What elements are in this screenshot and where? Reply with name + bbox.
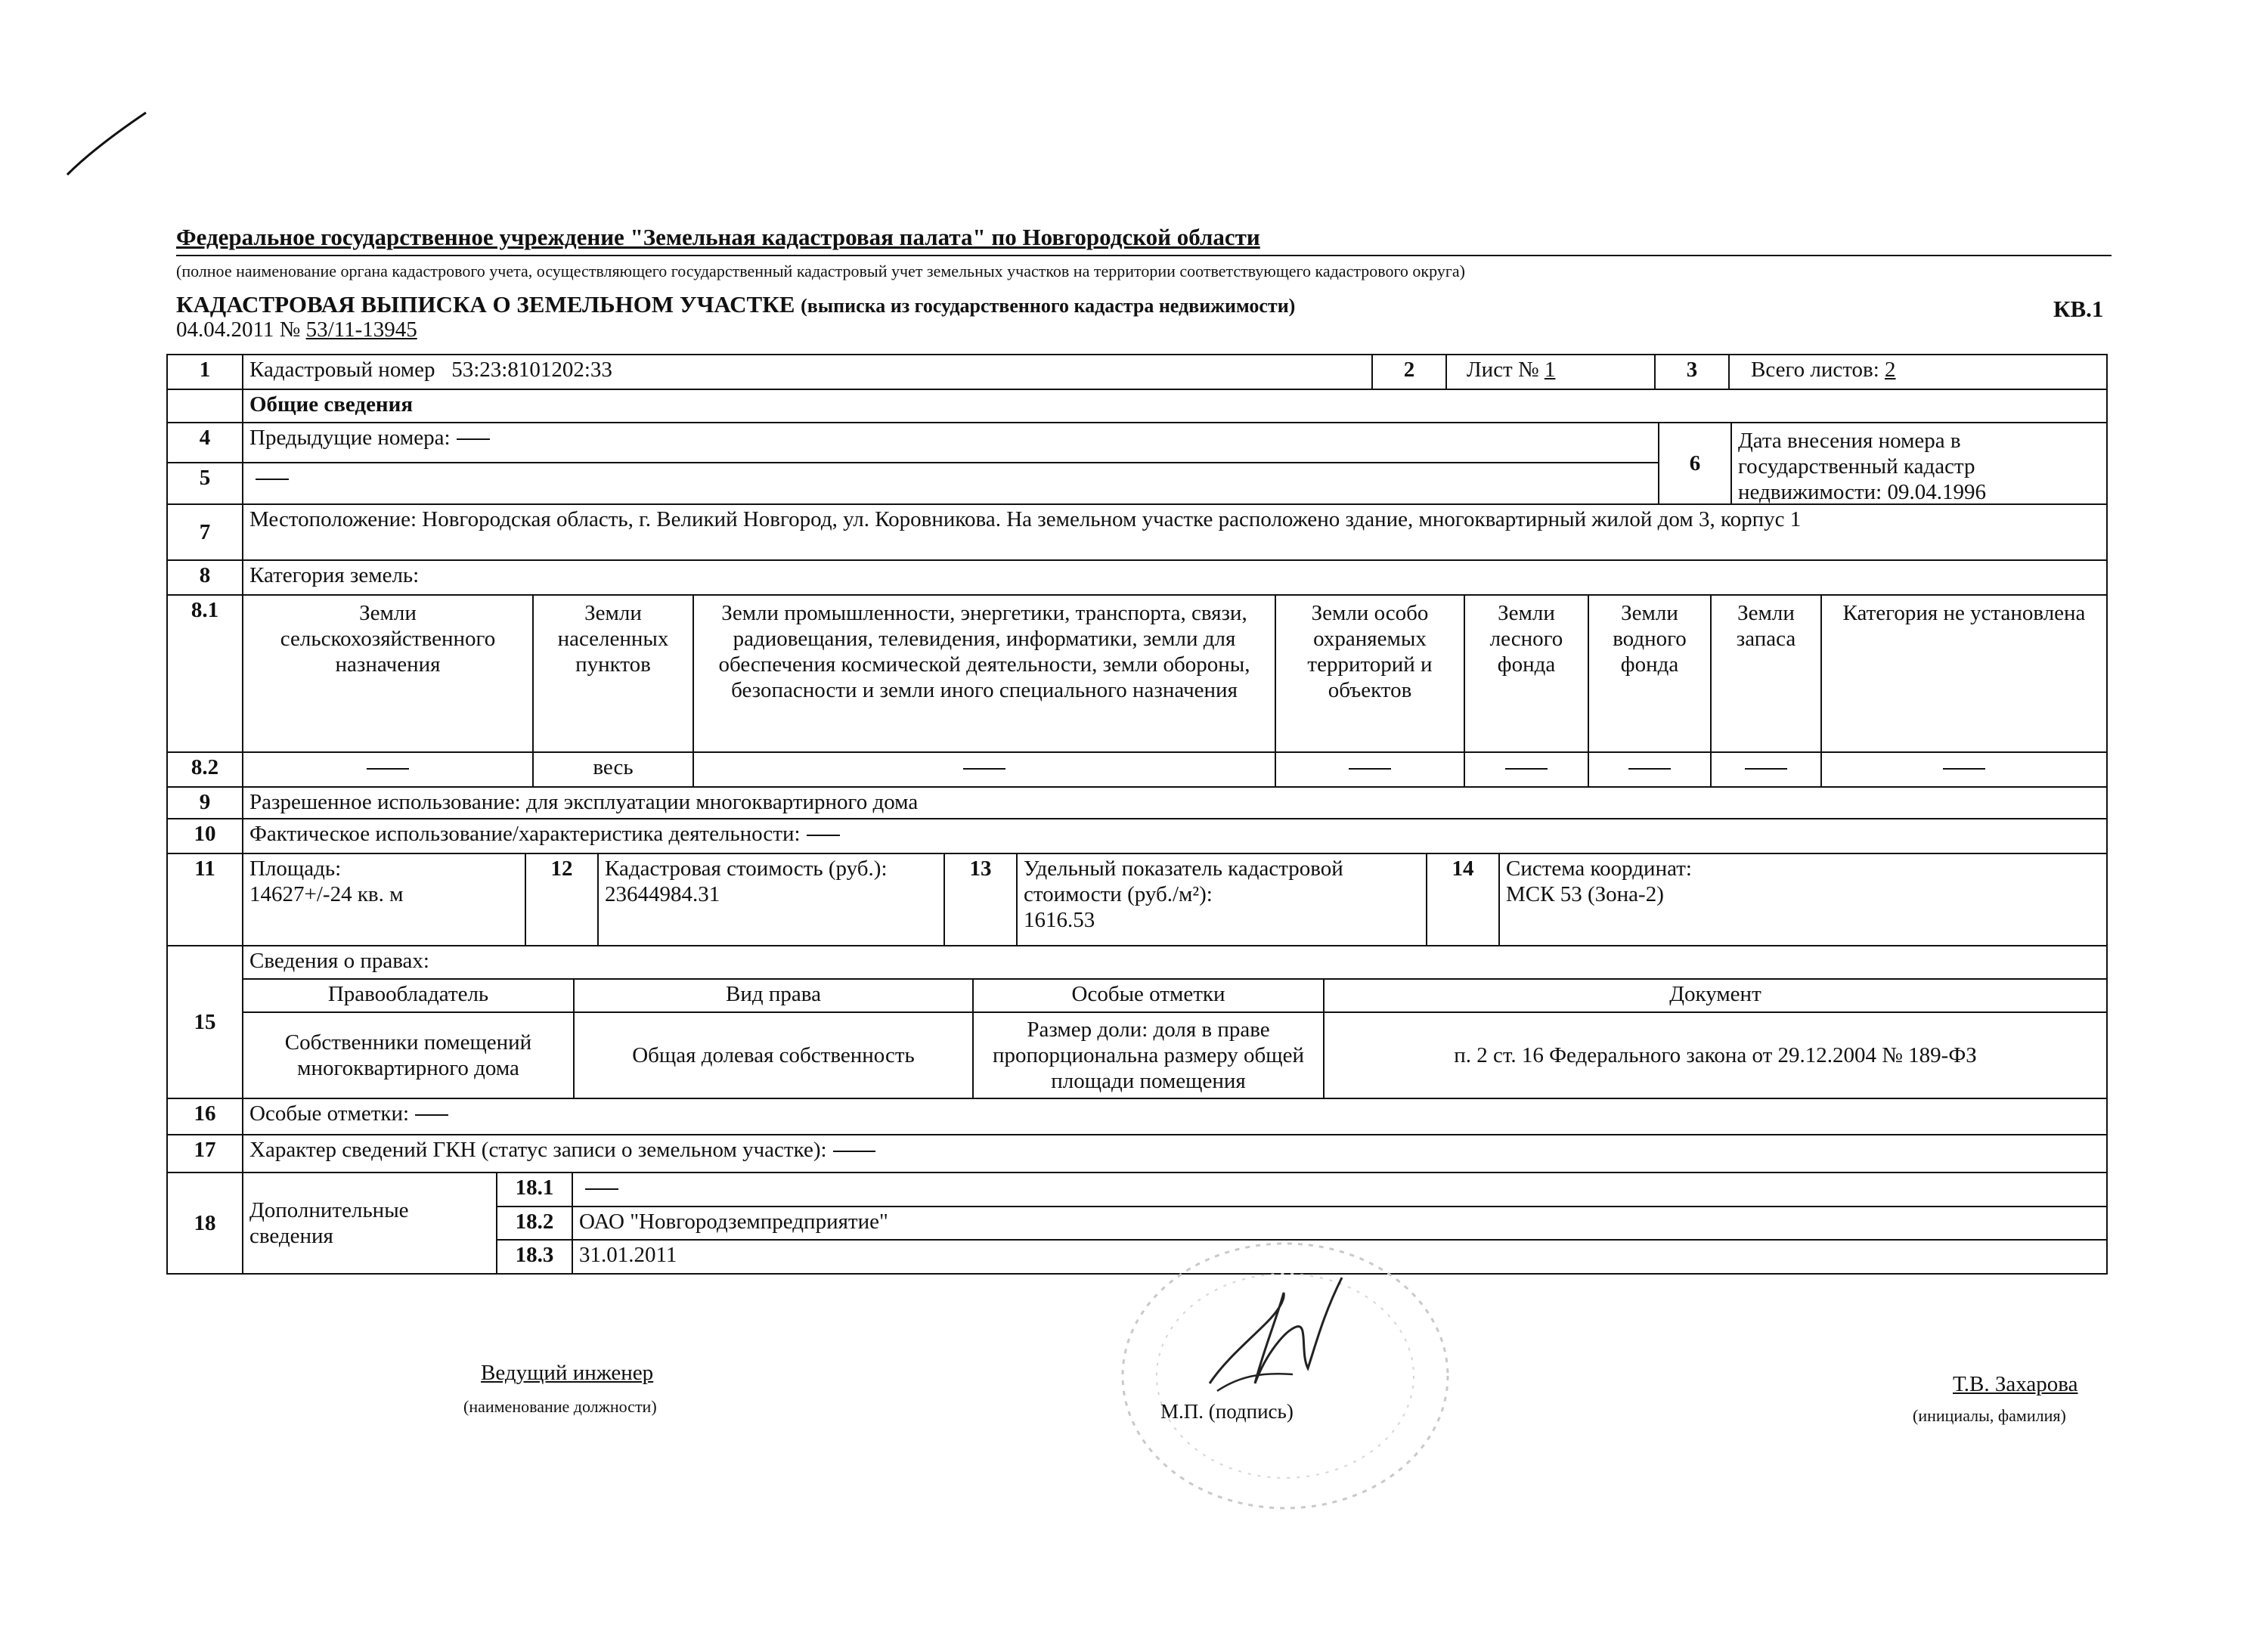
specific-value-label: Удельный показатель кадастровой стоимости (руб./м²): bbox=[1024, 857, 1343, 906]
cadastral-number-value: 53:23:8101202:33 bbox=[451, 358, 612, 382]
table-row bbox=[168, 389, 2106, 422]
table-row bbox=[168, 1134, 2106, 1172]
empty-dash bbox=[367, 768, 409, 770]
signature-icon bbox=[1194, 1270, 1353, 1414]
total-sheets-label: Всего листов: bbox=[1751, 358, 1879, 382]
cadastral-value-cell bbox=[597, 854, 943, 945]
table-row bbox=[168, 853, 2106, 945]
rights-header-notes: Особые отметки bbox=[972, 980, 1323, 1011]
table-row bbox=[168, 355, 2106, 389]
form-code: КВ.1 bbox=[2053, 296, 2104, 322]
record-status-label: Характер сведений ГКН (статус записи о земельном участке): bbox=[249, 1138, 827, 1162]
empty-dash bbox=[585, 1188, 618, 1190]
empty-dash bbox=[963, 768, 1005, 770]
row-number: 8.1 bbox=[191, 598, 219, 622]
empty-dash bbox=[807, 835, 840, 836]
row-number: 12 bbox=[525, 854, 597, 945]
rights-header-type: Вид права bbox=[573, 980, 972, 1011]
table-row bbox=[168, 423, 1658, 462]
rights-header-holder: Правообладатель bbox=[327, 982, 489, 1006]
row-5-value bbox=[242, 463, 1658, 503]
actual-use-label: Фактическое использование/характеристика деятельности: bbox=[249, 822, 801, 846]
row-number: 14 bbox=[1426, 854, 1498, 945]
rights-holder-value: Собственники помещений многоквартирного дома bbox=[284, 1030, 532, 1080]
document-title-sub: (выписка из государственного кадастра недвижимости) bbox=[801, 295, 1296, 317]
category-agricultural: Земли сельскохозяйственного назначения bbox=[242, 596, 532, 751]
coordinate-system-label: Система координат: bbox=[1506, 857, 1692, 881]
table-row bbox=[168, 945, 2106, 1098]
empty-dash bbox=[415, 1114, 448, 1116]
special-notes-cell bbox=[242, 1099, 2106, 1134]
specific-value-cell bbox=[1016, 854, 1426, 945]
rights-value-row bbox=[243, 1011, 2106, 1098]
coordinate-system-cell bbox=[1498, 854, 2106, 945]
empty-dash bbox=[457, 438, 490, 440]
cadastral-number-cell bbox=[242, 355, 1371, 389]
sheet-number-value: 1 bbox=[1544, 358, 1556, 382]
previous-numbers-cell bbox=[242, 423, 1658, 462]
row-number: 3 bbox=[1654, 355, 1728, 389]
area-value: 14627+/-24 кв. м bbox=[249, 882, 404, 906]
row-number: 16 bbox=[194, 1101, 216, 1126]
row-number: 8.2 bbox=[191, 755, 219, 779]
category-industry: Земли промышленности, энергетики, транспорта, связи, радиовещания, телевидения, информатики, земли для обеспечения космической деятельности, земли обороны, безопасности и земли иного специального назначения bbox=[692, 596, 1275, 751]
empty-dash bbox=[1628, 768, 1671, 770]
table-row bbox=[168, 462, 1658, 503]
sheet-number-label: Лист № bbox=[1467, 358, 1539, 382]
table-row bbox=[168, 503, 2106, 559]
row-number: 18.2 bbox=[515, 1209, 554, 1234]
organization-name: Федеральное государственное учреждение "Земельная кадастровая палата" по Новгородской области bbox=[176, 224, 1260, 250]
cadastral-value-amount: 23644984.31 bbox=[605, 882, 720, 906]
previous-numbers-label: Предыдущие номера: bbox=[249, 426, 451, 450]
category-value-reserve bbox=[1710, 753, 1820, 786]
additional-info-label: Дополнительные сведения bbox=[242, 1173, 496, 1273]
row-number: 9 bbox=[199, 790, 211, 814]
area-label: Площадь: bbox=[249, 857, 342, 881]
category-settlements: Земли населенных пунктов bbox=[532, 596, 692, 751]
category-protected: Земли особо охраняемых территорий и объектов bbox=[1275, 596, 1464, 751]
land-category-label: Категория земель: bbox=[242, 561, 2106, 594]
row-number: 10 bbox=[194, 822, 216, 846]
pen-mark-icon bbox=[64, 110, 155, 178]
table-row bbox=[168, 559, 2106, 594]
additional-info-18-2: ОАО "Новгородземпредприятие" bbox=[572, 1207, 2106, 1240]
location-cell: Местоположение: Новгородская область, г. Великий Новгород, ул. Коровникова. На земельном участке расположено здание, многоквартирный жилой дом 3, корпус 1 bbox=[242, 505, 2106, 559]
organization-underline bbox=[176, 255, 2112, 256]
signer-position-caption: (наименование должности) bbox=[463, 1397, 657, 1416]
row-number: 8 bbox=[199, 563, 211, 587]
row-number: 2 bbox=[1371, 355, 1445, 389]
category-value-water bbox=[1588, 753, 1710, 786]
total-sheets-cell bbox=[1728, 355, 2106, 389]
organization-caption: (полное наименование органа кадастрового учета, осуществляющего государственный кадастровый учет земельных участков на территории соответствующего кадастрового округа) bbox=[176, 262, 1465, 280]
category-value-forest bbox=[1464, 753, 1588, 786]
empty-dash bbox=[1943, 768, 1985, 770]
table-row bbox=[168, 786, 2106, 818]
permitted-use-cell: Разрешенное использование: для эксплуатации многоквартирного дома bbox=[242, 788, 2106, 818]
rows-4-5-group bbox=[168, 423, 1658, 503]
rights-block bbox=[242, 946, 2106, 1098]
table-row bbox=[168, 818, 2106, 853]
category-value-industry bbox=[692, 753, 1275, 786]
row-number-empty bbox=[168, 390, 242, 422]
table-row bbox=[168, 1098, 2106, 1134]
special-notes-label: Особые отметки: bbox=[249, 1101, 410, 1126]
document-date-line bbox=[176, 318, 417, 342]
category-value-protected bbox=[1275, 753, 1464, 786]
table-row bbox=[497, 1173, 2106, 1206]
row-number: 7 bbox=[199, 520, 211, 544]
table-row bbox=[168, 594, 2106, 751]
general-info-heading: Общие сведения bbox=[242, 390, 2106, 422]
category-water: Земли водного фонда bbox=[1588, 596, 1710, 751]
table-row bbox=[497, 1206, 2106, 1240]
cadastral-form-table bbox=[166, 354, 2108, 1275]
coordinate-system-value: МСК 53 (Зона-2) bbox=[1506, 882, 1664, 906]
document-date: 04.04.2011 № bbox=[176, 318, 301, 342]
row-number: 13 bbox=[943, 854, 1016, 945]
cadastral-value-label: Кадастровая стоимость (руб.): bbox=[605, 857, 888, 881]
signer-name-caption: (инициалы, фамилия) bbox=[1913, 1406, 2066, 1425]
additional-info-18-1 bbox=[572, 1173, 2106, 1206]
category-value-not-established bbox=[1820, 753, 2106, 786]
row-number: 1 bbox=[199, 358, 211, 382]
row-number: 18.1 bbox=[515, 1176, 554, 1200]
rights-title: Сведения о правах: bbox=[249, 949, 429, 973]
rights-header-row bbox=[243, 978, 2106, 1011]
document-title-main: КАДАСТРОВАЯ ВЫПИСКА О ЗЕМЕЛЬНОМ УЧАСТКЕ bbox=[176, 291, 795, 318]
sheet-number-cell bbox=[1445, 355, 1654, 389]
cadastral-number-label: Кадастровый номер bbox=[249, 358, 435, 382]
empty-dash bbox=[256, 479, 289, 480]
document-title bbox=[176, 291, 1295, 318]
row-number: 11 bbox=[194, 857, 215, 881]
seal-signature-label: М.П. (подпись) bbox=[1160, 1400, 1294, 1423]
empty-dash bbox=[833, 1151, 875, 1152]
row-number: 18.3 bbox=[515, 1243, 554, 1268]
row-number: 6 bbox=[1658, 423, 1730, 503]
rights-notes-value: Размер доли: доля в праве пропорциональна размеру общей площади помещения bbox=[972, 1013, 1323, 1098]
empty-dash bbox=[1505, 768, 1548, 770]
category-value-agricultural bbox=[242, 753, 532, 786]
actual-use-cell bbox=[242, 819, 2106, 853]
category-forest: Земли лесного фонда bbox=[1464, 596, 1588, 751]
category-not-established: Категория не установлена bbox=[1820, 596, 2106, 751]
additional-info-18-3: 31.01.2011 bbox=[572, 1241, 2106, 1273]
signer-position: Ведущий инженер bbox=[481, 1361, 654, 1385]
category-value-settlements: весь bbox=[532, 753, 692, 786]
row-number: 4 bbox=[199, 426, 211, 450]
registration-date-cell: Дата внесения номера в государственный кадастр недвижимости: 09.04.1996 bbox=[1730, 423, 2106, 503]
empty-dash bbox=[1745, 768, 1787, 770]
area-cell bbox=[242, 854, 525, 945]
rights-type-value: Общая долевая собственность bbox=[573, 1013, 972, 1098]
rights-document-value: п. 2 ст. 16 Федерального закона от 29.12.2004 № 189-ФЗ bbox=[1323, 1013, 2106, 1098]
row-number: 17 bbox=[194, 1138, 216, 1162]
row-number: 15 bbox=[194, 1010, 216, 1034]
record-status-cell bbox=[242, 1135, 2106, 1172]
category-reserve: Земли запаса bbox=[1710, 596, 1820, 751]
specific-value-amount: 1616.53 bbox=[1024, 908, 1095, 932]
total-sheets-value: 2 bbox=[1885, 358, 1896, 382]
table-row bbox=[168, 422, 2106, 503]
signer-name: Т.В. Захарова bbox=[1953, 1372, 2078, 1396]
table-row bbox=[168, 751, 2106, 786]
empty-dash bbox=[1349, 768, 1391, 770]
rights-header-document: Документ bbox=[1323, 980, 2106, 1011]
row-number: 5 bbox=[199, 466, 211, 490]
document-number: 53/11-13945 bbox=[305, 318, 417, 342]
row-number: 18 bbox=[194, 1211, 216, 1235]
